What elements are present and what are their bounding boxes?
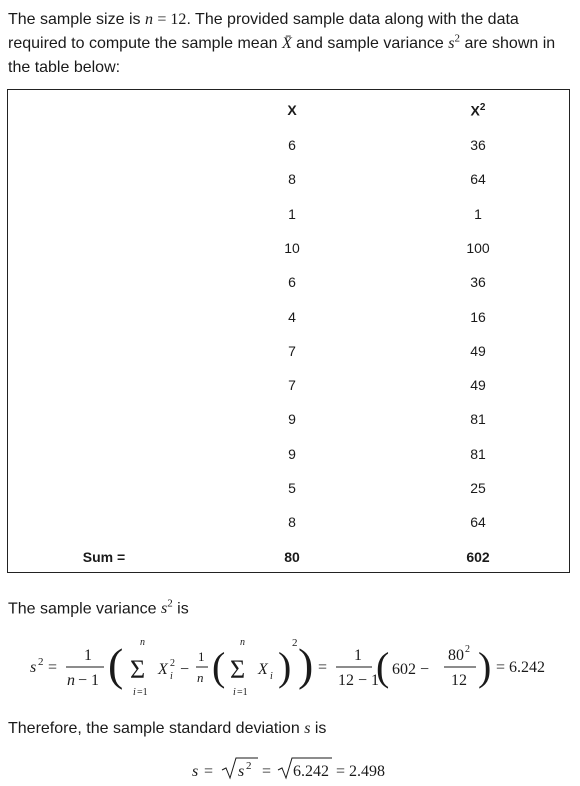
svg-text:2: 2 — [246, 760, 252, 772]
table-cell-x-squared: 64 — [470, 171, 486, 188]
intro-text-2: . The provided sample data along with the data required to compute the sample mean — [8, 11, 519, 52]
variance-formula — [0, 628, 580, 708]
table-cell-x: 8 — [288, 171, 296, 188]
table-cell-x-squared: 81 — [470, 411, 486, 428]
svg-text:=: = — [48, 659, 58, 676]
svg-text:s: s — [30, 659, 37, 676]
data-table — [7, 89, 570, 573]
table-cell-x: 9 — [288, 411, 296, 428]
svg-text:i: i — [233, 687, 236, 698]
svg-text:=1: =1 — [137, 687, 148, 698]
n-term: 12 — [451, 672, 467, 689]
intro-paragraph — [8, 8, 568, 80]
svg-text:1: 1 — [198, 649, 205, 664]
table-cell-x: 5 — [288, 480, 296, 496]
svg-text:2: 2 — [170, 658, 175, 669]
table-cell-x: 4 — [288, 308, 296, 325]
sum-x-squared: 602 — [466, 548, 490, 565]
svg-text:i: i — [270, 671, 273, 682]
svg-text:i: i — [170, 671, 173, 682]
svg-text:(: ( — [376, 644, 390, 689]
svg-text:n: n — [67, 672, 75, 689]
table-cell-x: 6 — [288, 274, 296, 291]
svg-text:Σ: Σ — [230, 655, 246, 684]
mean-symbol: X̄ — [281, 35, 292, 52]
sum-label: Sum = — [82, 548, 126, 565]
sum-x-term: 80 — [448, 647, 464, 664]
svg-text:=: = — [204, 763, 214, 780]
svg-text:− 1: − 1 — [78, 672, 100, 689]
table-cell-x-squared: 25 — [470, 480, 486, 496]
stddev-result: = 2.498 — [336, 763, 386, 780]
svg-text:n: n — [240, 637, 245, 648]
svg-text:): ) — [278, 644, 292, 689]
header-x: X — [287, 102, 297, 118]
header-x-squared: $X^2$ — [470, 102, 486, 119]
table-cell-x: 10 — [284, 239, 300, 256]
table-cell-x-squared: 49 — [470, 342, 486, 359]
svg-text:=: = — [262, 763, 272, 780]
variance-symbol: $s^2$ — [448, 32, 460, 52]
table-cell-x: 9 — [288, 445, 296, 462]
table-cell-x: 8 — [288, 514, 296, 531]
stddev-heading: Therefore, the sample standard deviation s is — [8, 720, 327, 737]
svg-text:): ) — [298, 639, 314, 690]
svg-text:X: X — [158, 661, 168, 678]
variance-heading: The sample variance $s^2$ is — [8, 598, 189, 618]
svg-text:X: X — [258, 661, 268, 678]
sum-x2-term: 602 − — [392, 661, 430, 678]
table-cell-x: 6 — [288, 137, 296, 153]
table-cell-x-squared: 64 — [470, 514, 486, 531]
svg-text:): ) — [478, 644, 492, 689]
variance-result: = 6.242 — [496, 659, 546, 676]
table-cell-x-squared: 49 — [470, 377, 486, 394]
svg-text:(: ( — [212, 644, 226, 689]
n-symbol: n — [144, 11, 153, 28]
table-cell-x-squared: 100 — [466, 239, 490, 256]
table-cell-x-squared: 1 — [474, 205, 482, 222]
svg-text:Σ: Σ — [130, 655, 146, 684]
svg-text:s: s — [192, 763, 199, 780]
stddev-formula — [0, 754, 580, 784]
svg-text:n: n — [197, 670, 204, 685]
intro-text-1: The sample size is — [8, 11, 141, 28]
svg-text:(: ( — [108, 639, 124, 690]
sum-x: 80 — [284, 548, 300, 565]
svg-text:−: − — [180, 661, 190, 678]
n-value: = 12 — [157, 11, 187, 28]
svg-text:=1: =1 — [237, 687, 248, 698]
svg-text:2: 2 — [292, 637, 298, 649]
svg-text:s: s — [238, 763, 245, 780]
table-cell-x-squared: 81 — [470, 445, 486, 462]
table-cell-x-squared: 36 — [470, 137, 486, 153]
svg-text:i: i — [133, 687, 136, 698]
denominator-12-1: 12 − 1 — [338, 672, 380, 689]
svg-text:2: 2 — [38, 656, 44, 668]
table-cell-x: 1 — [288, 205, 296, 222]
svg-text:=: = — [318, 659, 328, 676]
intro-text-3: and sample variance — [296, 35, 444, 52]
sqrt-value: 6.242 — [293, 763, 329, 780]
svg-text:1: 1 — [354, 647, 362, 664]
table-cell-x-squared: 36 — [470, 274, 486, 291]
svg-text:2: 2 — [465, 644, 470, 655]
table-cell-x: 7 — [288, 342, 296, 359]
table-cell-x: 7 — [288, 377, 296, 394]
svg-text:1: 1 — [84, 647, 92, 664]
svg-text:n: n — [140, 637, 145, 648]
table-cell-x-squared: 16 — [470, 308, 486, 325]
intro-text-4: are shown in the table below: — [8, 35, 556, 76]
